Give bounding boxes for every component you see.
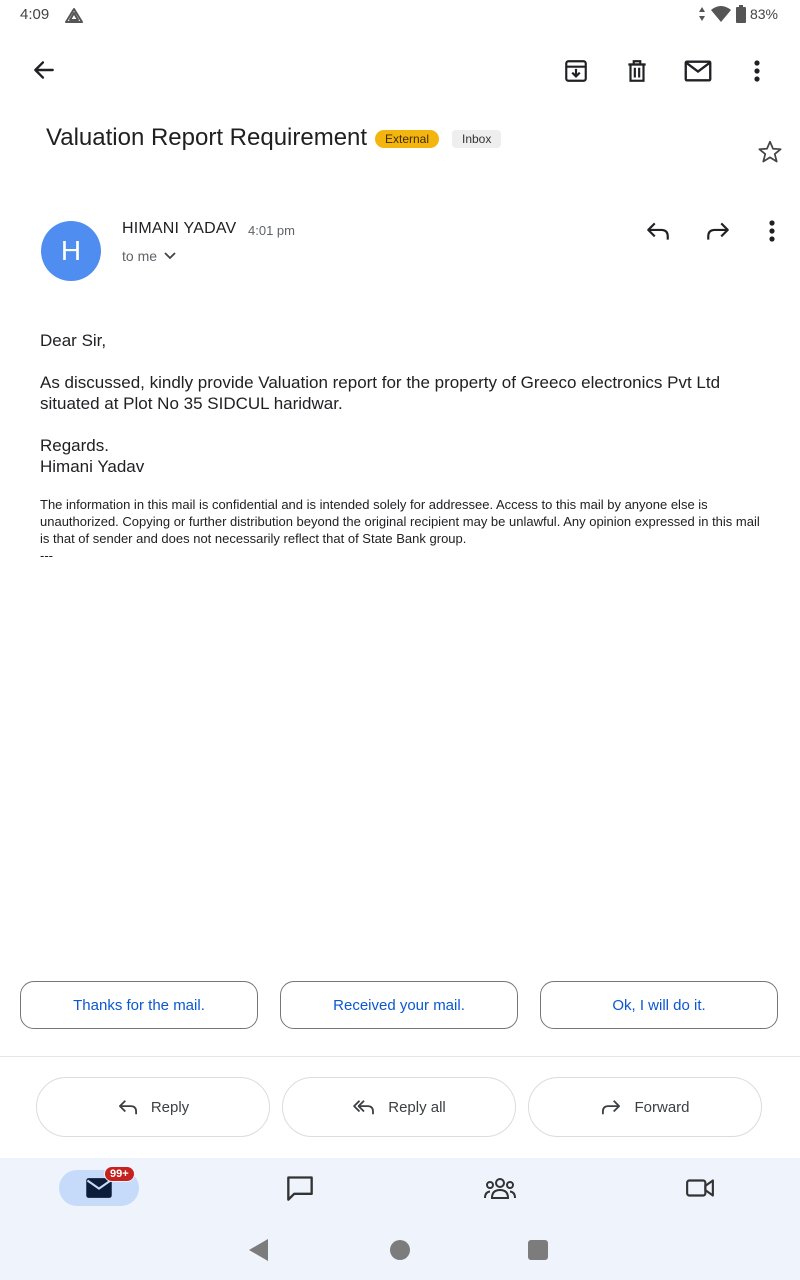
more-options-button[interactable]: [735, 49, 779, 93]
sender-name: HIMANI YADAV: [122, 220, 237, 237]
disclaimer-text: The information in this mail is confidential and is intended solely for addressee. Access to this mail by anyone else is unauthorized. Copying or further distribution beyond the original recipient may be unlawful. Any opinion expressed in this mail is that of sender and does not necessarily reflect that of State Bank group.: [40, 497, 760, 546]
more-vert-icon: [769, 220, 775, 242]
forward-button[interactable]: [528, 1077, 762, 1137]
star-icon: [757, 139, 783, 165]
forward-label: Forward: [634, 1098, 690, 1116]
email-subject: Valuation Report Requirement: [46, 124, 368, 151]
system-home-button[interactable]: [390, 1240, 410, 1260]
triangle-back-icon: [248, 1238, 270, 1262]
battery-percent: 83%: [749, 6, 778, 22]
forward-icon: [600, 1098, 622, 1116]
forward-icon: [705, 220, 731, 242]
body-paragraph: As discussed, kindly provide Valuation report for the property of Greeco electronics Pvt Ltd situated at Plot No 35 SIDCUL haridwar.: [40, 373, 721, 413]
system-back-button[interactable]: [248, 1238, 270, 1262]
recipient-details-toggle[interactable]: [122, 248, 177, 264]
nav-spaces[interactable]: [460, 1170, 540, 1206]
sender-avatar[interactable]: H: [41, 221, 101, 281]
sent-time: 4:01 pm: [248, 223, 295, 238]
reply-button[interactable]: [36, 1077, 270, 1137]
status-time: 4:09: [20, 6, 50, 23]
battery-icon: [736, 5, 746, 23]
email-body: [40, 330, 760, 477]
mark-unread-button[interactable]: [676, 49, 720, 93]
status-right: [698, 5, 778, 23]
back-button[interactable]: [22, 48, 66, 92]
reply-all-label: Reply all: [388, 1098, 446, 1116]
wifi-icon: [710, 5, 732, 23]
reply-icon: [117, 1098, 139, 1116]
archive-icon: [563, 58, 589, 84]
archive-button[interactable]: [554, 49, 598, 93]
signature: Himani Yadav: [40, 457, 145, 476]
reply-all-icon: [352, 1098, 376, 1116]
message-more-button[interactable]: [750, 209, 794, 253]
smart-reply-3[interactable]: Ok, I will do it.: [540, 981, 778, 1029]
divider: [0, 1056, 800, 1057]
forward-icon-button[interactable]: [696, 209, 740, 253]
delete-icon: [624, 58, 650, 84]
nav-meet[interactable]: [660, 1170, 740, 1206]
chevron-down-icon: [163, 251, 177, 261]
smart-reply-2[interactable]: Received your mail.: [280, 981, 518, 1029]
signal-arrows-icon: [698, 6, 706, 22]
more-vert-icon: [754, 60, 760, 82]
inbox-label[interactable]: Inbox: [452, 130, 501, 148]
reply-icon-button[interactable]: [636, 209, 680, 253]
chat-icon: [286, 1175, 314, 1201]
closing: Regards.: [40, 436, 109, 455]
recipient-text: to me: [122, 248, 158, 264]
disclaimer-end: ---: [40, 548, 53, 563]
delete-button[interactable]: [615, 49, 659, 93]
arrow-back-icon: [31, 57, 57, 83]
star-button[interactable]: [748, 130, 792, 174]
drive-icon: [64, 6, 84, 26]
external-label: External: [375, 130, 439, 148]
system-recents-button[interactable]: [528, 1240, 548, 1260]
reply-all-button[interactable]: [282, 1077, 516, 1137]
reply-icon: [645, 220, 671, 242]
mail-unread-icon: [684, 59, 712, 83]
smart-reply-1[interactable]: Thanks for the mail.: [20, 981, 258, 1029]
nav-chat[interactable]: [260, 1170, 340, 1206]
greeting: Dear Sir,: [40, 331, 107, 350]
reply-label: Reply: [150, 1098, 190, 1116]
mail-badge: 99+: [104, 1166, 135, 1182]
disclaimer: [40, 496, 760, 564]
video-camera-icon: [685, 1177, 715, 1199]
spaces-icon: [484, 1176, 516, 1200]
